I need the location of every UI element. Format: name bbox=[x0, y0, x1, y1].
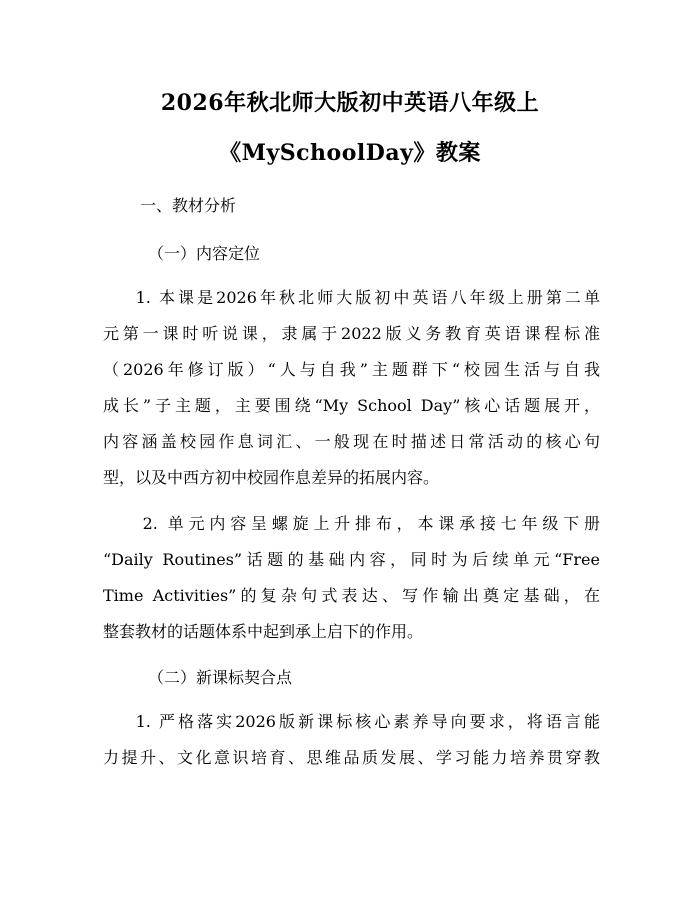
document-title-line-2: 《MySchoolDay》教案 bbox=[219, 140, 481, 166]
paragraph-line: 1. 严格落实2026版新课标核心素养导向要求，将语言能 bbox=[103, 712, 600, 731]
paragraph-line: 型，以及中西方初中校园作息差异的拓展内容。 bbox=[103, 468, 440, 487]
paragraph-line: 整套教材的话题体系中起到承上启下的作用。 bbox=[103, 622, 424, 641]
paragraph-line: 2. 单元内容呈螺旋上升排布，本课承接七年级下册 bbox=[103, 514, 600, 533]
paragraph-content-positioning-1 bbox=[103, 280, 600, 496]
section-heading-textbook-analysis: 一、教材分析 bbox=[140, 196, 237, 215]
paragraph-curriculum-alignment-1 bbox=[103, 704, 600, 776]
paragraph-content-positioning-2 bbox=[103, 506, 600, 650]
paragraph-line: 力提升、文化意识培育、思维品质发展、学习能力培养贯穿教 bbox=[103, 748, 600, 767]
paragraph-line: （2026年修订版）“人与自我”主题群下“校园生活与自我 bbox=[103, 360, 600, 379]
paragraph-line: 成长”子主题，主要围绕“My School Day”核心话题展开， bbox=[103, 396, 600, 415]
paragraph-line: 1. 本课是2026年秋北师大版初中英语八年级上册第二单 bbox=[103, 288, 600, 307]
subsection-heading-content-positioning: （一）内容定位 bbox=[148, 244, 261, 263]
document-title-line-1: 2026年秋北师大版初中英语八年级上 bbox=[160, 90, 540, 116]
paragraph-line: “Daily Routines”话题的基础内容，同时为后续单元“Free bbox=[103, 550, 600, 569]
paragraph-line: 内容涵盖校园作息词汇、一般现在时描述日常活动的核心句 bbox=[103, 432, 600, 451]
paragraph-line: Time Activities”的复杂句式表达、写作输出奠定基础，在 bbox=[103, 586, 600, 605]
subsection-heading-curriculum-alignment: （二）新课标契合点 bbox=[148, 668, 293, 687]
paragraph-line: 元第一课时听说课，隶属于2022版义务教育英语课程标准 bbox=[103, 324, 600, 343]
